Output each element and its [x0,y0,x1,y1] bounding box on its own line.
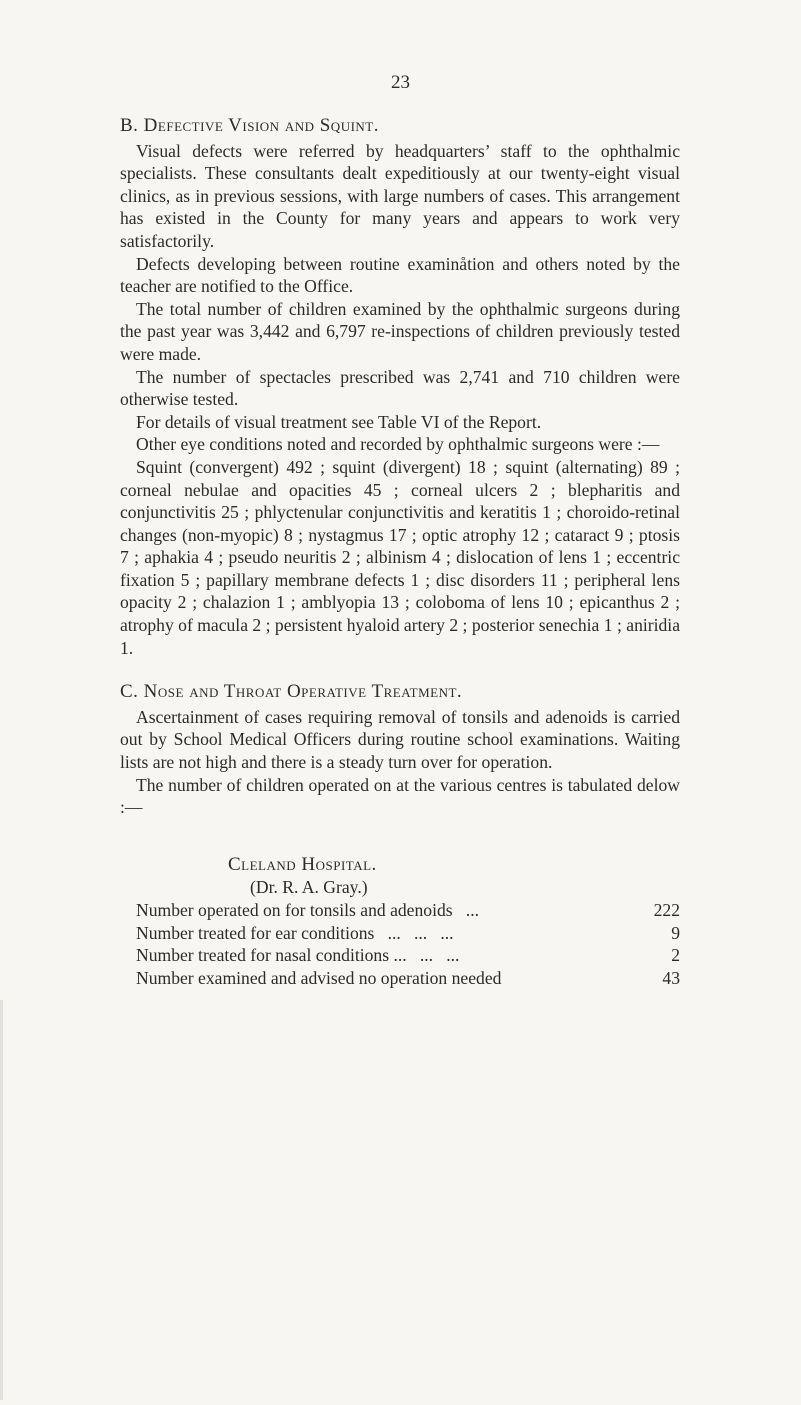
paragraph: The number of spectacles prescribed was 2,741 and 710 children were otherwise tested. [120,366,680,410]
page-number: 23 [391,72,410,93]
table-row [120,944,680,967]
paragraph: Defects developing between routine examinåtion and others noted by the teacher are notified to the Office. [120,253,680,297]
section-heading-b: B. Defective Vision and Squint. [120,115,379,136]
row-label: Number examined and advised no operation needed [136,967,502,988]
paragraph: The number of children operated on at the various centres is tabulated delow :— [120,774,680,818]
document-body [120,115,680,989]
hospital-table [120,854,680,990]
section-nose-throat [120,681,680,819]
row-label: Number treated for ear conditions ... ... ... [136,922,454,943]
paragraph: For details of visual treatment see Table VI of the Report. [136,411,542,432]
eye-conditions-list: Squint (convergent) 492 ; squint (divergent) 18 ; squint (alternating) 89 ; corneal nebulae and opacities 45 ; corneal ulcers 2 ; blepharitis and conjunctivitis 25 ; phlyctenular conjunctivitis and keratitis 1 ; choroido-retinal changes (non-myopic) 8 ; nystagmus 17 ; optic atrophy 12 ; cataract 9 ; ptosis 7 ; aphakia 4 ; pseudo neuritis 2 ; albinism 4 ; dislocation of lens 1 ; eccentric fixation 5 ; papillary membrane defects 1 ; disc disorders 11 ; peripheral lens opacity 2 ; chalazion 1 ; amblyopia 13 ; coloboma of lens 10 ; epicanthus 2 ; atrophy of macula 2 ; persistent hyaloid artery 2 ; posterior senechia 1 ; aniridia 1. [120,456,680,658]
section-heading-c: C. Nose and Throat Operative Treatment. [120,681,463,703]
row-value: 9 [671,922,680,943]
paragraph: Ascertainment of cases requiring removal of tonsils and adenoids is carried out by School Medical Officers during routine school examinations. Waiting lists are not high and there is a steady turn over for operation. [120,706,680,773]
row-label: Number operated on for tonsils and adenoids ... [136,900,480,920]
paragraph: Visual defects were referred by headquarters’ staff to the ophthalmic specialists. These consultants dealt expeditiously at our twenty-eight visual clinics, as in previous sessions, with large numbers of cases. This arrangement has existed in the County for many years and appears to work very satisfactorily. [120,140,680,251]
row-value: 222 [653,900,680,920]
section-defective-vision [120,115,680,659]
page-edge-shadow [0,1000,3,1400]
paragraph: Other eye conditions noted and recorded by ophthalmic surgeons were :— [136,434,660,455]
table-row [120,899,680,922]
paragraph: The total number of children examined by the ophthalmic surgeons during the past year was 3,442 and 6,797 re-inspections of children previously tested were made. [120,298,680,364]
row-value: 43 [662,967,680,988]
table-row [120,967,680,990]
row-value: 2 [671,945,680,966]
hospital-name: Cleland Hospital. [228,853,377,875]
hospital-doctor: (Dr. R. A. Gray.) [250,877,368,898]
table-row [120,922,680,945]
row-label: Number treated for nasal conditions ... ... ... [136,945,460,966]
